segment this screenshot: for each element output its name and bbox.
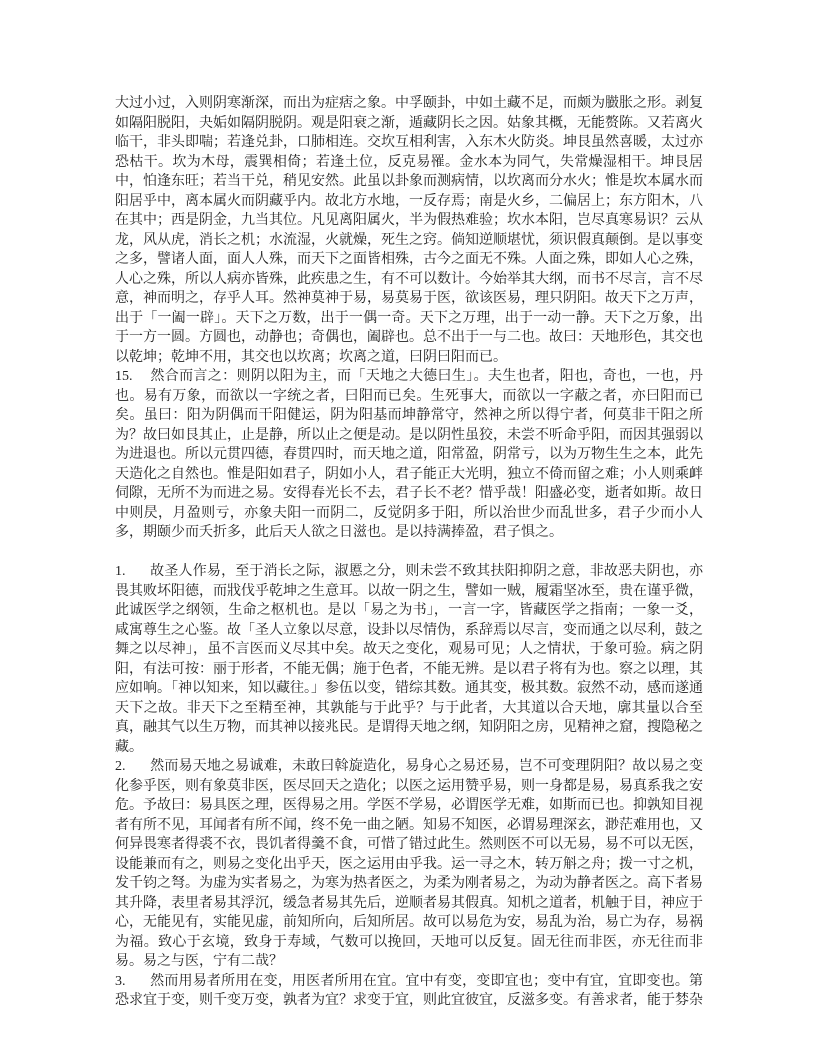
paragraph-number: 3. xyxy=(115,973,126,989)
paragraph xyxy=(115,972,703,1011)
paragraph-number: 15. xyxy=(115,369,133,384)
paragraph-text: 然合而言之：则阴以阳为主，而「天地之大德曰生」。夫生也者，阳也，奇也，一也，丹也。易有万象，而欲以一字统之者，曰阳而已矣。生死事大，而欲以一字蔽之者，亦曰阳而已矣。虽曰：阳为阴偶而干阳健运，阴为阳基而坤静常守，然神之所以得宁者，何莫非干阳之所为？故曰如艮其止，止是静，所以止之便是动。是以阴性虽狡，未尝不听命乎阳，而因其强弱以为进退也。所以元贯四德，春贯四时，而天地之道，阳常盈，阴常亏，以为万物生生之本，此先天造化之自然也。惟是阳如君子，阴如小人，君子能正大光明，独立不倚而留之难；小人则乘衅伺隙，无所不为而进之易。安得春光长不去，君子长不老？惜乎哉！阳盛必变，逝者如斯。故日中则昃，月盈则亏，亦象夫阳一而阴二，反觉阴多于阳，所以治世少而乱世多，君子少而小人多，期颐少而夭折多，此后天人欲之日滋也。是以持满捧盈，君子惧之。 xyxy=(115,369,703,540)
paragraph xyxy=(115,562,703,757)
paragraph-text: 然而用易者所用在变，用医者所用在宜。宜中有变，变即宜也；变中有宜，宜即变也。第恐求宜于变，则千变万变，孰者为宜？求变于宜，则此宜彼宜，反滋多变。有善求者，能于棼杂 xyxy=(115,973,703,1008)
paragraph-text: 故圣人作易，至于消长之际，淑慝之分，则未尝不致其扶阳抑阴之意，非故恶夫阴也，亦畏其败坏阳德，而戕伐乎乾坤之生意耳。以故一阴之生，譬如一贼，履霜坚冰至，贵在谨乎微，此诚医学之纲领，生命之枢机也。是以「易之为书」，一言一字，皆藏医学之指南；一象一爻，咸寓尊生之心鉴。故「圣人立象以尽意，设卦以尽情伪，系辞焉以尽言，变而通之以尽利，鼓之舞之以尽神」，虽不言医而义尽其中矣。故天之变化，观易可见；人之情状，于象可验。病之阴阳，有法可按：丽于形者，不能无偶；施于色者，不能无辨。是以君子将有为也。察之以理，其应如响。「神以知来，知以藏往。」参伍以变，错综其数。通其变，极其数。寂然不动，感而遂通天下之故。非天下之至精至神，其孰能与于此乎？与于此者，大其道以合天地，廓其量以合至真，融其气以生万物，而其神以接兆民。是谓得天地之纲，知阴阳之房，见精神之窟，搜隐秘之藏。 xyxy=(115,564,703,755)
paragraph-text: 然而易天地之易诚难，未敢曰斡旋造化，易身心之易还易，岂不可变理阴阳？故以易之变化参乎医，则有象莫非医，医尽回天之造化；以医之运用赞乎易，则一身都是易，易真系我之安危。予故曰：易具医之理，医得易之用。学医不学易，必谓医学无难，如斯而已也。抑孰知目视者有所不见，耳闻者有所不闻，终不免一曲之陋。知易不知医，必谓易理深玄，渺茫难用也，又何异畏寒者得裘不衣，畏饥者得羹不食，可惜了错过此生。然则医不可以无易，易不可以无医，设能兼而有之，则易之变化出乎天，医之运用由乎我。运一寻之木，转万斛之舟；拨一寸之机，发千钧之弩。为虚为实者易之，为寒为热者医之，为柔为刚者易之，为动为静者医之。高下者易其升降，表里者易其浮沉，缓急者易其先后，逆顺者易其假真。知机之道者，机触于目，神应于心，无能见有，实能见虚，前知所向，后知所居。故可以易危为安，易乱为治，易亡为存，易祸为福。致心于玄境，致身于寿域，气数可以挽回，天地可以反复。固无往而非医，亦无往而非易。易之与医，宁有二哉？ xyxy=(115,759,703,969)
paragraph xyxy=(115,757,703,972)
paragraph-number: 2. xyxy=(115,759,126,774)
document-body xyxy=(115,94,703,1011)
paragraph-number: 1. xyxy=(115,564,126,579)
paragraph-text: 大过小过，入则阴寒渐深，而出为症痞之象。中孚颐卦，中如土藏不足，而颇为臌胀之形。剥复如隔阳脱阳，夬姤如隔阴脱阴。观是阳衰之渐，遁藏阴长之因。姑象其概，无能赘陈。又若离火临干，非头即喘；若逢兑卦，口肺相连。交坎互相利害，入东木火防炎。坤艮虽然喜暖，太过亦恐枯干。坎为木母，震巽相倚；若逢土位，反克易罹。金水本为同气，失常燥湿相干。坤艮居中，怕逢东旺；若当干兑，稍见安然。此虽以卦象而测病情，以坎离而分水火；惟是坎本属水而阳居乎中，离本属火而阴藏乎内。故北方水地，一反存焉；南是火乡，二偏居上；东方阳木，八在其中；西是阴金，九当其位。凡见离阳属火，半为假热难验；坎水本阳，岂尽真寒易识？云从龙，风从虎，消长之机；水流湿，火就燥，死生之窍。倘知逆顺堪忧，须识假真颠倒。是以事变之多，譬诸人面，面人人殊，而天下之面皆相殊，古今之面无不殊。人面之殊，即如人心之殊，人心之殊，所以人病亦皆殊，此疾患之生，有不可以数计。今始举其大纲，而书不尽言，言不尽意，神而明之，存乎人耳。然神莫神于易，易莫易于医，欲该医易，理只阴阳。故天下之万声，出于「一阖一辟」。天下之万数，出于一偶一奇。天下之万理，出于一动一静。天下之万象，出于一方一圆。方圆也，动静也；奇偶也，阖辟也。总不出于一与二也。故曰：天地形色，其交也以乾坤；乾坤不用，其交也以坎离；坎离之道，曰阴曰阳而已。 xyxy=(115,96,703,365)
paragraph xyxy=(115,94,703,367)
paragraph xyxy=(115,367,703,543)
